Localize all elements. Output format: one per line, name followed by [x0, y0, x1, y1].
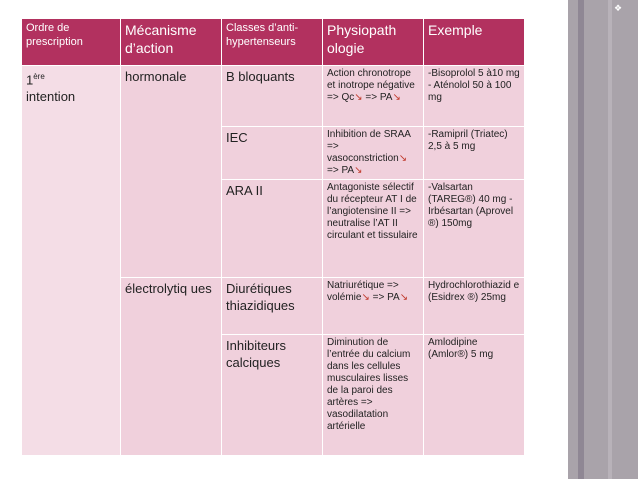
physio-tail: => PA [365, 92, 393, 104]
page-curl-icon: ❖ [614, 4, 623, 14]
physio-text: Action chronotrope et inotrope négative => Qc [327, 68, 415, 104]
physio-tail: => PA [372, 291, 400, 303]
physio-text: Natriurétique => volémie [327, 279, 399, 303]
exemple-cell: -Ramipril (Triatec) 2,5 à 5 mg [424, 127, 524, 179]
exemple-cell: Hydrochlorothiazid e (Esidrex ®) 25mg [424, 278, 524, 334]
physio-cell: Diminution de l’entrée du calcium dans les cellules musculaires lisses de la paroi des artères => vasodilatation artérielle [323, 335, 423, 455]
mecanisme-hormonale: hormonale [121, 66, 221, 276]
down-right-arrow-icon: ↘ [392, 92, 401, 104]
physio-cell: Antagoniste sélectif du récepteur AT I de l’angiotensine II => neutralise l’AT II circulant et tissulaire [323, 180, 423, 276]
down-right-arrow-icon: ↘ [398, 153, 408, 165]
physio-cell [323, 127, 423, 179]
antihypertensive-table [21, 18, 525, 456]
decorative-bar [578, 0, 584, 479]
down-right-arrow-icon: ↘ [354, 165, 363, 177]
table-header-row [22, 19, 524, 65]
exemple-cell: -Valsartan (TAREG®) 40 mg -Irbésartan (Aprovel ®) 150mg [424, 180, 524, 276]
ordre-superscript: ère [33, 72, 45, 82]
exemple-cell: Amlodipine (Amlor®) 5 mg [424, 335, 524, 455]
ordre-number: 1 [26, 72, 34, 88]
classe-cell: Inhibiteurs calciques [222, 335, 322, 455]
header-classes: Classes d’anti-hypertenseurs [222, 19, 322, 65]
exemple-cell: -Bisoprolol 5 à10 mg - Aténolol 50 à 100 mg [424, 66, 524, 126]
down-right-arrow-icon: ↘ [361, 291, 370, 303]
ordre-text: intention [26, 89, 76, 105]
classe-cell: Diurétiques thiazidiques [222, 278, 322, 334]
header-physiopathologie: Physiopath ologie [323, 19, 423, 65]
header-exemple: Exemple [424, 19, 524, 65]
header-ordre: Ordre de prescription [22, 19, 120, 65]
ordre-cell [22, 66, 120, 455]
down-right-arrow-icon: ↘ [399, 291, 409, 303]
down-right-arrow-icon: ↘ [354, 92, 363, 104]
mecanisme-electrolytique: électrolytiq ues [121, 278, 221, 455]
physio-cell [323, 278, 423, 334]
decorative-side-panel [568, 0, 638, 479]
physio-tail: => PA [327, 165, 355, 177]
header-mecanisme: Mécanisme d’action [121, 19, 221, 65]
physio-cell [323, 66, 423, 126]
physio-text: Inhibition de SRAA => vasoconstriction [327, 129, 411, 165]
classe-cell: ARA II [222, 180, 322, 276]
classe-cell: B bloquants [222, 66, 322, 126]
decorative-bar [608, 0, 612, 479]
table-row [22, 66, 524, 126]
classe-cell: IEC [222, 127, 322, 179]
